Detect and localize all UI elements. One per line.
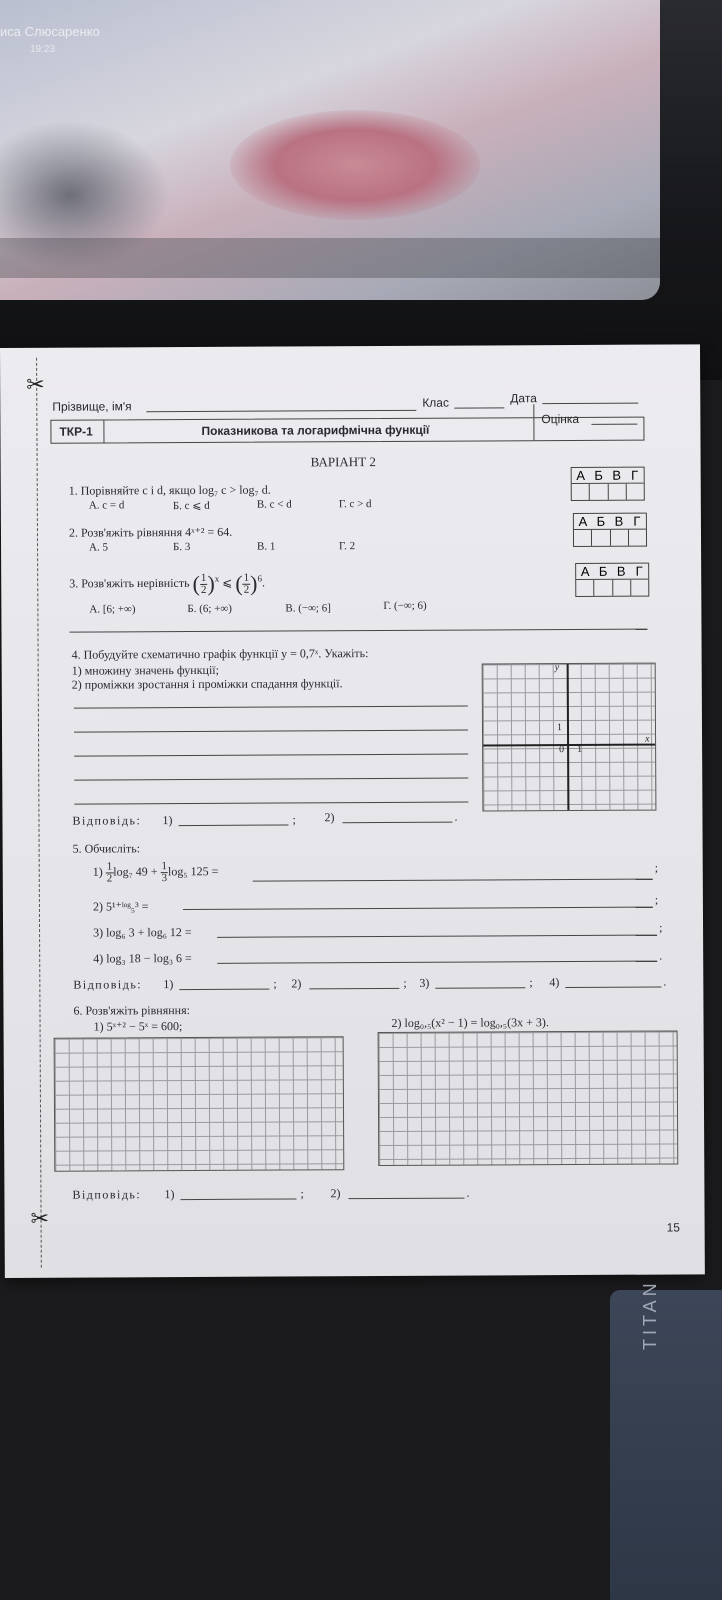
fraction-numerator: 1 (243, 571, 250, 584)
answer-part-2: 2) (291, 976, 302, 991)
answer-part-4: 4) (549, 975, 560, 990)
answer-part-1: 1) (164, 1187, 175, 1202)
task1-option-b[interactable]: Б. c ⩽ d (172, 499, 210, 513)
call-controls-bar (0, 238, 660, 278)
task3-option-a[interactable]: А. [6; +∞) (89, 603, 136, 616)
answer-part-2: 2) (324, 810, 335, 825)
task6-work-grid-1[interactable] (54, 1036, 345, 1172)
exponent-x: x (214, 573, 220, 584)
answer-field-1[interactable] (179, 824, 289, 826)
section-divider (69, 629, 647, 633)
scissors-icon: ✂ (30, 1205, 50, 1231)
title-bar (50, 411, 644, 444)
task4-graph-grid[interactable] (482, 663, 657, 812)
task2-option-c[interactable]: В. 1 (257, 540, 276, 553)
task5-answer-label: Відповідь: (73, 977, 143, 992)
test-code: ТКР-1 (59, 424, 93, 439)
task5-item-4: 4) log₃ 18 − log₃ 6 = (93, 951, 192, 966)
item-number: 1) (92, 864, 103, 879)
answer-field-2[interactable] (342, 822, 452, 824)
answer-field-2[interactable] (309, 988, 399, 989)
task6-answer-label: Відповідь: (72, 1187, 142, 1202)
letter-g: Г (631, 467, 639, 483)
answer-line[interactable] (183, 907, 653, 910)
task6-work-grid-2[interactable] (378, 1030, 679, 1166)
separator: ; (654, 860, 659, 875)
task4-answer-label: Відповідь: (72, 813, 142, 828)
letter-v: В (614, 513, 624, 529)
answer-field-2[interactable] (348, 1198, 464, 1200)
origin-label: 0 (559, 744, 565, 756)
letter-v: В (616, 563, 626, 579)
laptop (0, 0, 722, 380)
cut-line (36, 358, 42, 1268)
task6-question: 6. Розв'яжіть рівняння: (73, 1003, 190, 1018)
task3-option-c[interactable]: В. (−∞; 6] (285, 602, 331, 615)
separator: ; (300, 1186, 304, 1201)
name-field[interactable] (146, 410, 416, 412)
scissors-icon: ✂ (26, 371, 45, 397)
letter-a: А (578, 513, 588, 529)
worksheet (0, 344, 705, 1278)
answer-field-3[interactable] (435, 987, 525, 988)
task4-question: 4. Побудуйте схематично графік функції y = 0,7ˣ. Укажіть: (71, 646, 369, 662)
task5-question: 5. Обчисліть: (72, 841, 141, 856)
log-term: log₇ 49 + (113, 864, 161, 879)
task2-answer-box[interactable] (573, 513, 647, 547)
task1-answer-box[interactable] (571, 467, 645, 501)
separator: ; (403, 975, 407, 990)
task1-question: 1. Порівняйте c і d, якщо log₇ c > log₇ d. (68, 482, 271, 498)
answer-line[interactable] (74, 802, 468, 805)
answer-part-3: 3) (419, 975, 430, 990)
letter-b: Б (598, 563, 608, 579)
fraction-numerator: 1 (161, 860, 168, 873)
letter-b: Б (594, 467, 603, 483)
x-tick-1: 1 (577, 743, 583, 755)
end-dot: . (466, 1185, 470, 1200)
separator: ; (292, 812, 296, 827)
test-title: Показникова та логарифмічна функції (201, 422, 430, 438)
task5-item-1 (93, 861, 219, 885)
letter-g: Г (633, 513, 641, 529)
answer-line[interactable] (74, 754, 468, 757)
separator: ; (654, 892, 659, 907)
letter-v: В (612, 467, 622, 483)
letter-a: А (580, 563, 590, 579)
task3-text: 3. Розв'яжіть нерівність (69, 575, 190, 591)
date-label: Дата (510, 391, 537, 406)
answer-line[interactable] (74, 706, 468, 709)
separator: ; (529, 975, 533, 990)
grade-label: Оцінка (541, 411, 580, 427)
task6-equation-1: 1) 5ˣ⁺² − 5ˣ = 600; (93, 1019, 183, 1034)
task1-option-d[interactable]: Г. c > d (338, 498, 372, 511)
letter-g: Г (635, 563, 643, 579)
task5-item-2: 2) 5¹⁺ˡᵒᵍ₅³ = (92, 899, 149, 914)
separator: ; (659, 920, 663, 935)
name-label: Прізвище, ім'я (52, 399, 132, 414)
fraction-denominator: 2 (243, 583, 250, 596)
separator: ; (273, 976, 277, 991)
answer-line[interactable] (74, 778, 468, 781)
keyboard (610, 1279, 722, 1600)
fraction-numerator: 1 (200, 571, 207, 584)
task6-equation-2: 2) log₀,₅(x² − 1) = log₀,₅(3x + 3). (391, 1015, 549, 1030)
class-field[interactable] (454, 407, 504, 408)
y-tick-1: 1 (556, 722, 563, 734)
fraction-denominator: 2 (106, 872, 113, 885)
y-axis (567, 664, 569, 810)
laptop-screen (0, 0, 660, 300)
task2-option-d[interactable]: Г. 2 (339, 540, 356, 553)
answer-field-4[interactable] (565, 987, 661, 989)
answer-part-2: 2) (330, 1186, 341, 1201)
task3-answer-box[interactable] (575, 563, 649, 597)
log-term: log₅ 125 = (168, 864, 219, 879)
end-dot: . (454, 809, 458, 824)
answer-line[interactable] (217, 961, 657, 964)
end-dot: . (663, 974, 667, 989)
answer-line[interactable] (74, 730, 468, 733)
fraction-denominator: 3 (161, 872, 168, 885)
caller-name: иса Слюсаренко (0, 24, 100, 39)
end-dot: . (659, 948, 663, 963)
fraction-denominator: 2 (200, 583, 207, 596)
x-axis (483, 744, 655, 746)
task4-item-1: 1) множину значень функції; (71, 662, 219, 678)
y-axis-label: y (554, 662, 560, 674)
answer-field-1[interactable] (179, 989, 269, 990)
class-label: Клас (422, 395, 450, 410)
answer-part-1: 1) (162, 813, 173, 828)
exponent-6: 6 (257, 573, 262, 584)
x-axis-label: x (645, 733, 650, 745)
task3-option-b[interactable]: Б. (6; +∞) (187, 602, 232, 616)
task2-option-a[interactable]: А. 5 (89, 541, 109, 554)
answer-line[interactable] (217, 935, 657, 938)
task3-question: 3. Розв'яжіть нерівність ( $\frac{1}{2}$ )$^x$ ⩽ ( $\frac{1}{2}$ )$^6$. (69, 570, 266, 596)
fraction-numerator: 1 (106, 860, 113, 873)
task1-option-c[interactable]: В. c < d (256, 498, 292, 511)
task3-option-d[interactable]: Г. (−∞; 6) (383, 599, 427, 612)
task5-item-3: 3) log₆ 3 + log₆ 12 = (93, 925, 192, 940)
call-time: 19:23 (30, 44, 56, 55)
task2-option-b[interactable]: Б. 3 (173, 541, 191, 554)
screen-shape (230, 110, 480, 220)
keyboard-brand: TITAN (640, 1279, 660, 1350)
letter-b: Б (596, 513, 606, 529)
task4-item-2: 2) проміжки зростання і проміжки спадання функції. (71, 676, 343, 692)
task1-option-a[interactable]: А. c = d (88, 499, 125, 512)
letter-a: А (576, 467, 586, 483)
variant-title: ВАРІАНТ 2 (310, 454, 376, 470)
answer-field-1[interactable] (180, 1198, 296, 1200)
page-number: 15 (666, 1220, 681, 1235)
answer-part-1: 1) (163, 977, 174, 992)
task2-question: 2. Розв'яжіть рівняння 4ˣ⁺² = 64. (68, 524, 233, 540)
answer-line[interactable] (253, 879, 653, 882)
